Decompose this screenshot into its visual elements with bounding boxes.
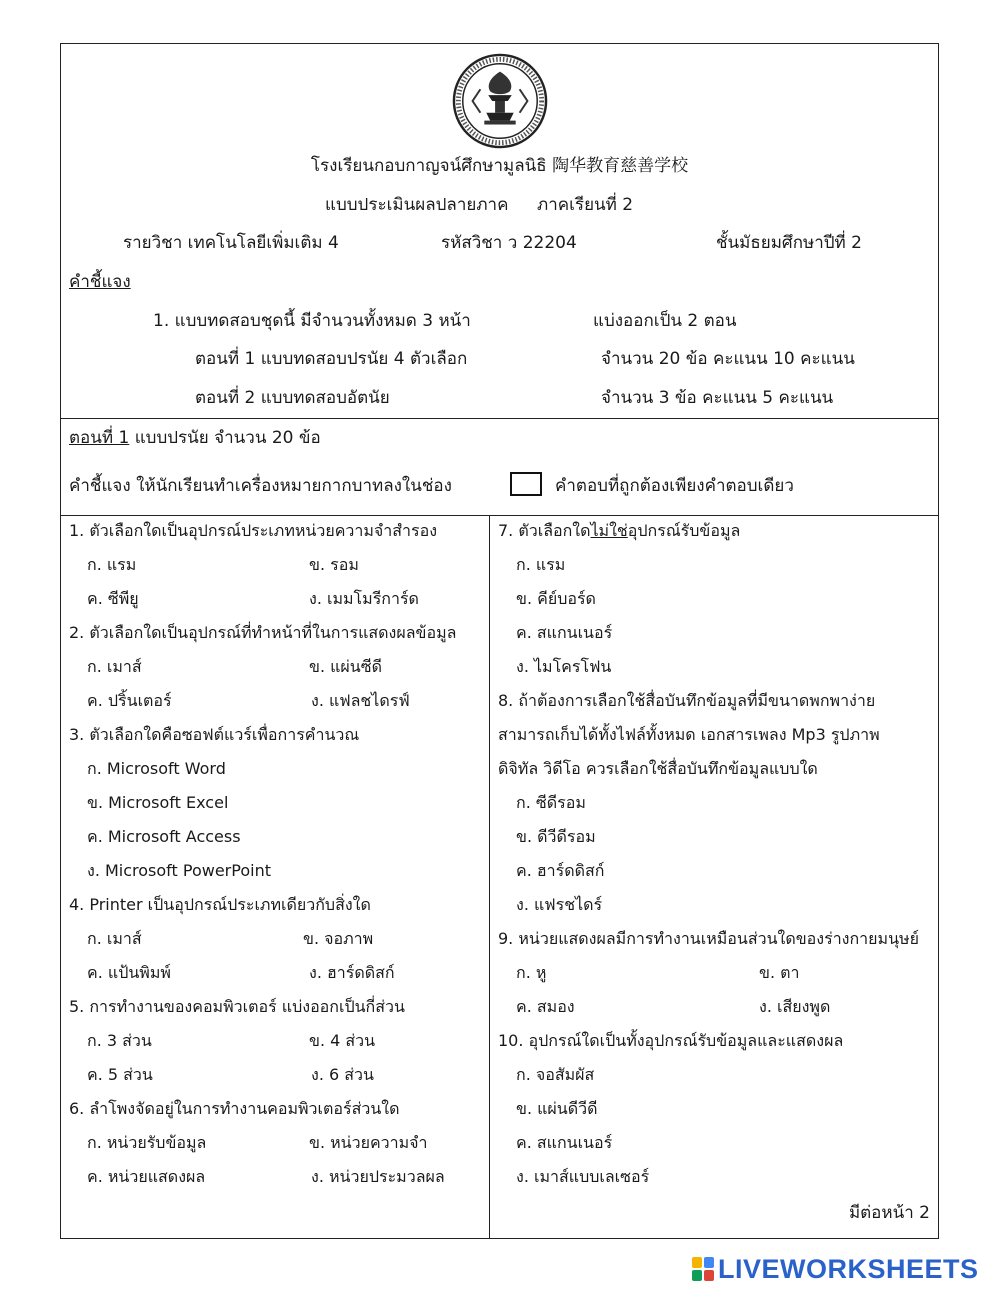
- question-4-option-d[interactable]: ง. ฮาร์ดดิสก์: [309, 963, 395, 982]
- question-10: 10. อุปกรณ์ใดเป็นทั้งอุปกรณ์รับข้อมูลและแสดงผล: [498, 1031, 844, 1050]
- brand-name: LIVEWORKSHEETS: [718, 1253, 979, 1284]
- column-divider: [489, 515, 490, 1238]
- question-1-option-a[interactable]: ก. แรม: [87, 555, 137, 574]
- question-4: 4. Printer เป็นอุปกรณ์ประเภทเดียวกับสิ่งใด: [69, 895, 371, 914]
- question-8-option-a[interactable]: ก. ซีดีรอม: [516, 793, 586, 812]
- question-8-line-2: สามารถเก็บได้ทั้งไฟล์ทั้งหมด เอกสารเพลง Mp3 รูปภาพ: [498, 725, 880, 744]
- liveworksheets-logo-icon: [692, 1257, 714, 1281]
- question-7-option-b[interactable]: ข. คีย์บอร์ด: [516, 589, 596, 608]
- question-6-option-b[interactable]: ข. หน่วยความจำ: [309, 1133, 428, 1152]
- question-6-option-d[interactable]: ง. หน่วยประมวลผล: [311, 1167, 445, 1186]
- question-7-option-c[interactable]: ค. สแกนเนอร์: [516, 623, 613, 642]
- grade-level: ชั้นมัธยมศึกษาปีที่ 2: [716, 233, 862, 253]
- section-instruction: คำชี้แจง ให้นักเรียนทำเครื่องหมายกากบาทลงในช่อง: [69, 476, 452, 496]
- question-9-option-d[interactable]: ง. เสียงพูด: [759, 997, 831, 1016]
- assessment-title: แบบประเมินผลปลายภาค: [325, 195, 509, 215]
- question-7-end: อุปกรณ์รับข้อมูล: [627, 521, 741, 540]
- exam-header: [61, 44, 938, 419]
- section-header: [61, 418, 938, 516]
- question-7-emphasis: ไม่ใช่: [590, 521, 628, 540]
- part1-score: จำนวน 20 ข้อ คะแนน 10 คะแนน: [601, 349, 855, 369]
- question-10-option-a[interactable]: ก. จอสัมผัส: [516, 1065, 595, 1084]
- question-2-option-d[interactable]: ง. แฟลชไดรฟ์: [311, 691, 410, 710]
- subject-label: รายวิชา เทคโนโลยีเพิ่มเติม 4: [123, 233, 339, 253]
- questions-area: [61, 515, 938, 1238]
- question-4-option-a[interactable]: ก. เมาส์: [87, 929, 142, 948]
- question-8-line-3: ดิจิทัล วิดีโอ ควรเลือกใช้สื่อบันทึกข้อมูลแบบใด: [498, 759, 818, 778]
- section-title-part: ตอนที่ 1: [69, 428, 130, 448]
- question-5-option-c[interactable]: ค. 5 ส่วน: [87, 1065, 153, 1084]
- question-5-option-d[interactable]: ง. 6 ส่วน: [311, 1065, 374, 1084]
- section-title: [69, 426, 321, 450]
- question-2-option-b[interactable]: ข. แผ่นซีดี: [309, 657, 382, 676]
- question-4-option-c[interactable]: ค. แป้นพิมพ์: [87, 963, 171, 982]
- question-10-option-b[interactable]: ข. แผ่นดีวีดี: [516, 1099, 598, 1118]
- question-7-start: 7. ตัวเลือกใด: [498, 521, 591, 540]
- question-2: 2. ตัวเลือกใดเป็นอุปกรณ์ที่ทำหน้าที่ในการแสดงผลข้อมูล: [69, 623, 457, 642]
- instructions-heading: คำชี้แจง: [69, 272, 131, 292]
- question-7: [498, 519, 740, 543]
- continued-note: มีต่อหน้า 2: [848, 1203, 930, 1223]
- question-10-option-d[interactable]: ง. เมาส์แบบเลเซอร์: [516, 1167, 650, 1186]
- question-9-option-a[interactable]: ก. หู: [516, 963, 547, 982]
- question-3-option-c[interactable]: ค. Microsoft Access: [87, 827, 241, 846]
- question-8-option-c[interactable]: ค. ฮาร์ดดิสก์: [516, 861, 605, 880]
- question-10-option-c[interactable]: ค. สแกนเนอร์: [516, 1133, 613, 1152]
- question-7-option-a[interactable]: ก. แรม: [516, 555, 566, 574]
- instruction-parts: แบ่งออกเป็น 2 ตอน: [593, 311, 737, 331]
- question-2-option-a[interactable]: ก. เมาส์: [87, 657, 142, 676]
- question-6-option-c[interactable]: ค. หน่วยแสดงผล: [87, 1167, 206, 1186]
- question-1-option-d[interactable]: ง. เมมโมรีการ์ด: [309, 589, 419, 608]
- question-9: 9. หน่วยแสดงผลมีการทำงานเหมือนส่วนใดของร่างกายมนุษย์: [498, 929, 919, 948]
- question-1-option-b[interactable]: ข. รอม: [309, 555, 359, 574]
- question-8-option-b[interactable]: ข. ดีวีดีรอม: [516, 827, 596, 846]
- question-5: 5. การทำงานของคอมพิวเตอร์ แบ่งออกเป็นกี่ส่วน: [69, 997, 405, 1016]
- part2-score: จำนวน 3 ข้อ คะแนน 5 คะแนน: [601, 388, 834, 408]
- question-3-option-a[interactable]: ก. Microsoft Word: [87, 759, 226, 778]
- question-4-option-b[interactable]: ข. จอภาพ: [303, 929, 374, 948]
- school-name: โรงเรียนกอบกาญจน์ศึกษามูลนิธิ 陶华教育慈善学校: [310, 156, 689, 176]
- answer-box-sample: [510, 472, 542, 496]
- subject-code: รหัสวิชา ว 22204: [441, 233, 577, 253]
- question-6-option-a[interactable]: ก. หน่วยรับข้อมูล: [87, 1133, 207, 1152]
- question-8-line-1: 8. ถ้าต้องการเลือกใช้สื่อบันทึกข้อมูลที่มีขนาดพกพาง่าย: [498, 691, 876, 710]
- question-3-option-d[interactable]: ง. Microsoft PowerPoint: [87, 861, 271, 880]
- part1-description: ตอนที่ 1 แบบทดสอบปรนัย 4 ตัวเลือก: [195, 349, 468, 369]
- question-9-option-b[interactable]: ข. ตา: [759, 963, 800, 982]
- school-seal-icon: [451, 52, 549, 150]
- section-instruction-end: คำตอบที่ถูกต้องเพียงคำตอบเดียว: [555, 476, 794, 496]
- question-5-option-a[interactable]: ก. 3 ส่วน: [87, 1031, 152, 1050]
- question-2-option-c[interactable]: ค. ปริ้นเตอร์: [87, 691, 172, 710]
- section-title-rest: แบบปรนัย จำนวน 20 ข้อ: [129, 428, 321, 448]
- question-1-option-c[interactable]: ค. ซีพียู: [87, 589, 139, 608]
- question-9-option-c[interactable]: ค. สมอง: [516, 997, 575, 1016]
- question-7-option-d[interactable]: ง. ไมโครโฟน: [516, 657, 612, 676]
- question-8-option-d[interactable]: ง. แฟรชไดร์: [516, 895, 603, 914]
- part2-description: ตอนที่ 2 แบบทดสอบอัตนัย: [195, 388, 390, 408]
- instruction-pages: 1. แบบทดสอบชุดนี้ มีจำนวนทั้งหมด 3 หน้า: [153, 311, 471, 331]
- exam-sheet: [60, 43, 939, 1239]
- question-6: 6. ลำโพงจัดอยู่ในการทำงานคอมพิวเตอร์ส่วนใด: [69, 1099, 400, 1118]
- semester-label: ภาคเรียนที่ 2: [537, 195, 634, 215]
- question-3: 3. ตัวเลือกใดคือซอฟต์แวร์เพื่อการคำนวณ: [69, 725, 360, 744]
- liveworksheets-brand[interactable]: [692, 1254, 979, 1284]
- question-5-option-b[interactable]: ข. 4 ส่วน: [309, 1031, 376, 1050]
- question-1: 1. ตัวเลือกใดเป็นอุปกรณ์ประเภทหน่วยความจำสำรอง: [69, 521, 438, 540]
- question-3-option-b[interactable]: ข. Microsoft Excel: [87, 793, 229, 812]
